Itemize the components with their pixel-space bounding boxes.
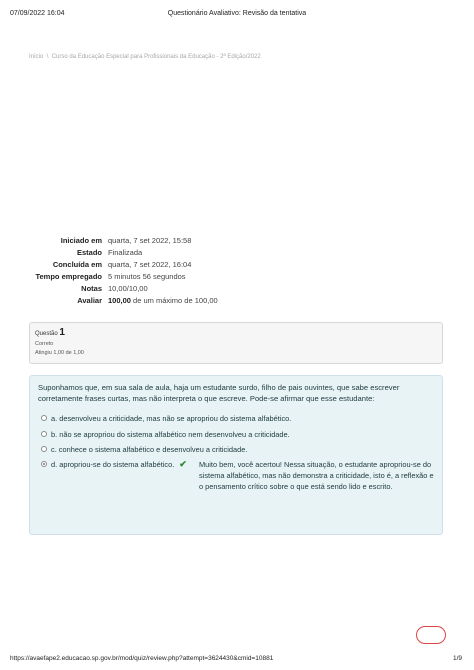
question-state: Correto xyxy=(35,341,54,347)
radio-button[interactable] xyxy=(41,431,47,437)
answer-feedback: Muito bem, você acertou! Nessa situação, o estudante apropriou-se do sistema alfabético, mas não demonstra a criticidade, isto é, a reflexão e o pensamento crítico sobre o que está sendo lido e escrito. xyxy=(199,460,434,491)
print-title: Questionário Avaliativo: Revisão da tentativa xyxy=(167,10,307,17)
summary-row-state xyxy=(29,247,445,259)
print-footer-page: 1/9 xyxy=(452,655,462,662)
answer-option-label: a. desenvolveu a criticidade, mas não se apropriou do sistema alfabético. xyxy=(51,414,292,423)
breadcrumb-home-link[interactable]: Início xyxy=(29,54,44,60)
answer-option-c[interactable] xyxy=(41,445,247,454)
summary-value: quarta, 7 set 2022, 15:58 xyxy=(108,236,192,245)
radio-button-selected[interactable] xyxy=(41,461,47,467)
summary-label: Concluída em xyxy=(52,260,102,269)
summary-label: Tempo empregado xyxy=(35,272,102,281)
grade-score: 100,00 xyxy=(108,296,131,305)
question-number-value: 1 xyxy=(59,327,65,338)
radio-button[interactable] xyxy=(41,415,47,421)
question-grade: Atingiu 1,00 de 1,00 xyxy=(35,350,84,356)
question-text: Suponhamos que, em sua sala de aula, haja um estudante surdo, filho de pais ouvintes, que sabe escrever corretamente frases curtas, mas não interpreta o que escreve. Pode-se afirmar que esse estudante: xyxy=(38,383,400,403)
attempt-summary-table xyxy=(29,235,445,307)
question-label: Questão xyxy=(35,331,58,337)
summary-value: 5 minutos 56 segundos xyxy=(108,272,186,281)
answer-option-label: c. conhece o sistema alfabético e desenvolveu a criticidade. xyxy=(51,445,248,454)
summary-row-started xyxy=(29,235,445,247)
question-content xyxy=(29,375,443,535)
question-info-panel xyxy=(29,322,443,364)
answer-option-d[interactable] xyxy=(41,460,187,469)
annotation-red-oval xyxy=(416,626,446,644)
summary-label: Estado xyxy=(76,248,102,257)
summary-value xyxy=(108,295,218,307)
summary-row-marks xyxy=(29,283,445,295)
summary-row-grade xyxy=(29,295,445,307)
summary-row-completed xyxy=(29,259,445,271)
breadcrumb-separator: \ xyxy=(46,54,49,60)
answer-option-label: d. apropriou-se do sistema alfabético. xyxy=(51,460,175,469)
grade-max: de um máximo de 100,00 xyxy=(130,296,218,305)
summary-label: Avaliar xyxy=(77,296,102,305)
question-number xyxy=(35,327,437,338)
answer-option-label: b. não se apropriou do sistema alfabético nem desenvolveu a criticidade. xyxy=(51,430,290,439)
summary-value: Finalizada xyxy=(108,248,143,257)
radio-button[interactable] xyxy=(41,446,47,452)
summary-row-time xyxy=(29,271,445,283)
check-icon: ✔ xyxy=(179,459,187,469)
print-datetime: 07/09/2022 16:04 xyxy=(10,10,65,17)
print-footer-url: https://avaefape2.educacao.sp.gov.br/mod/quiz/review.php?attempt=3624430&cmid=10881 xyxy=(10,655,274,662)
summary-label: Iniciado em xyxy=(60,236,102,245)
answer-option-a[interactable] xyxy=(41,414,291,423)
breadcrumb-course-link[interactable]: Curso da Educação Especial para Profissionais da Educação - 2ª Edição/2022 xyxy=(51,54,261,60)
summary-label: Notas xyxy=(81,284,102,293)
summary-value: quarta, 7 set 2022, 16:04 xyxy=(108,260,192,269)
breadcrumb xyxy=(29,54,261,60)
summary-value: 10,00/10,00 xyxy=(108,284,148,293)
answer-option-b[interactable] xyxy=(41,430,290,439)
